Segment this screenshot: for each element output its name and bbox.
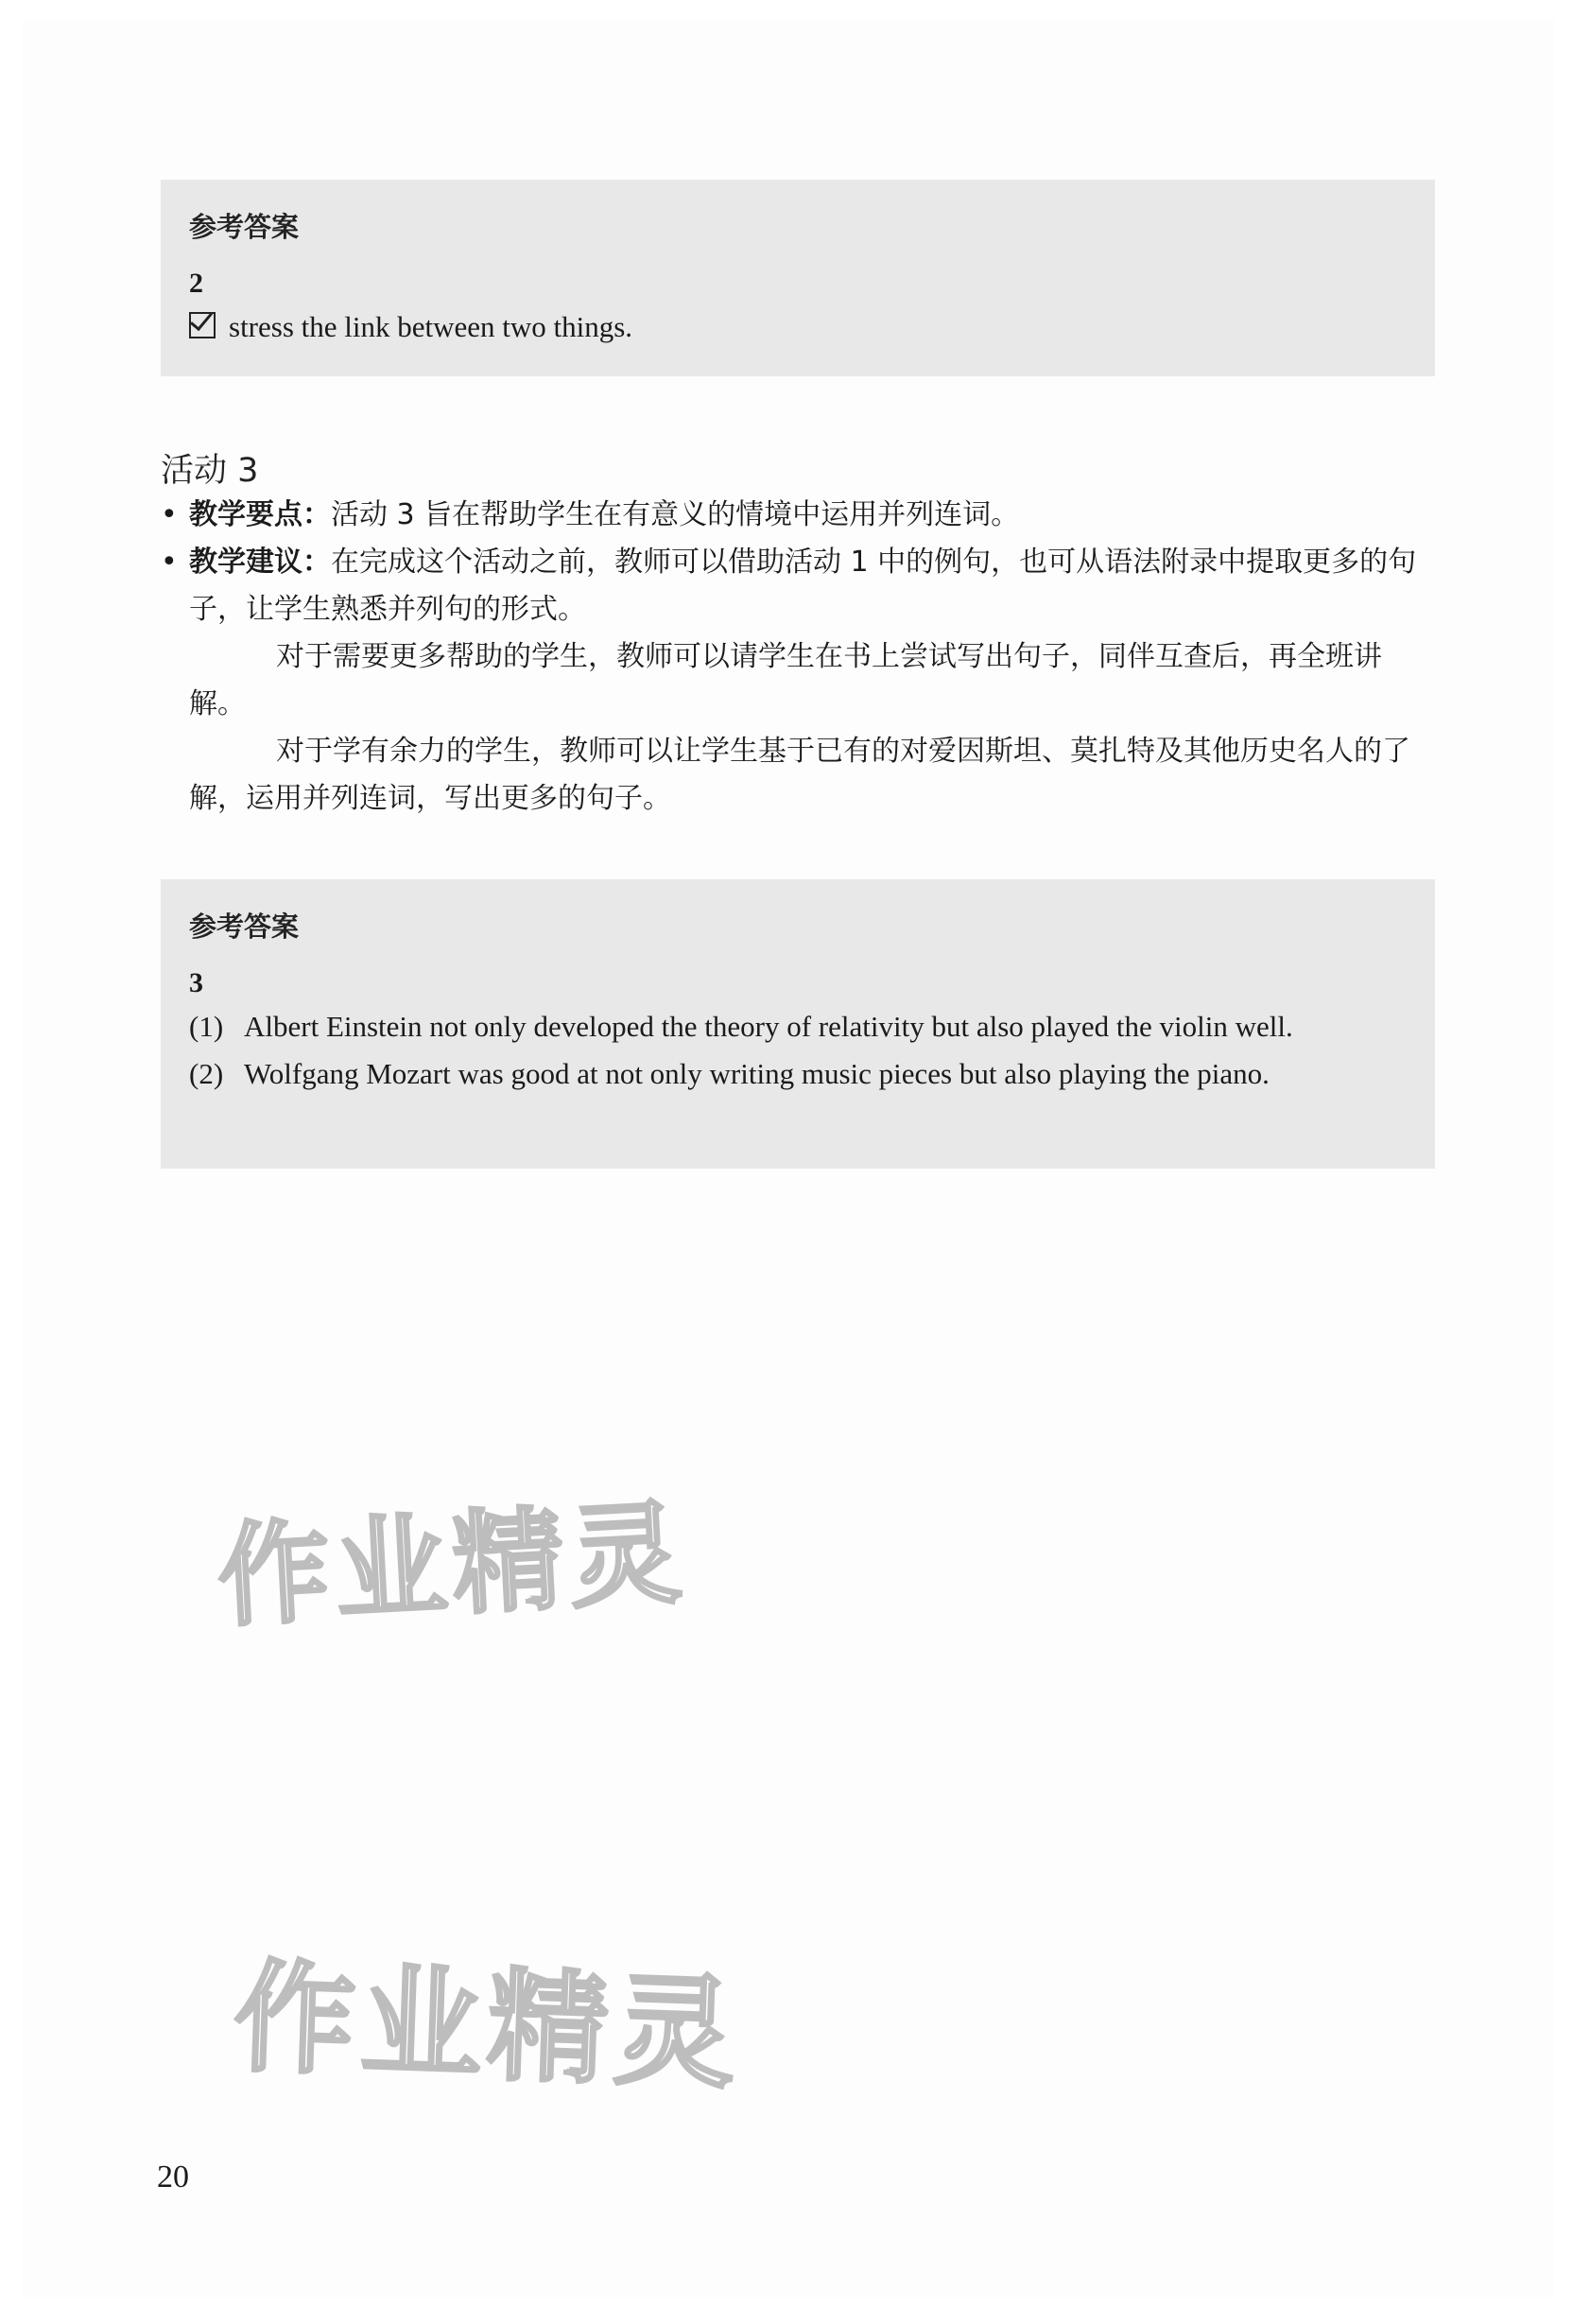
answer-box-title: 参考答案 [189, 211, 300, 243]
answer-box-title: 参考答案 [189, 911, 300, 943]
item-text: Albert Einstein not only developed the theory of relativity but also played the violin well. [244, 1010, 1293, 1043]
page-number: 20 [157, 2159, 189, 2194]
answer-text: stress the link between two things. [229, 310, 633, 343]
activity-3-body [161, 492, 1437, 823]
answer-number: 2 [189, 268, 203, 299]
item-marker: (1) [189, 1010, 224, 1043]
answer-box-activity-2 [161, 180, 1435, 376]
bullet-text: 活动 3 旨在帮助学生在有意义的情境中运用并列连词。 [331, 498, 1020, 531]
paragraph: 对于学有余力的学生，教师可以让学生基于已有的对爱因斯坦、莫扎特及其他历史名人的了解，运用并列连词，写出更多的句子。 [189, 735, 1410, 815]
paragraph: 对于需要更多帮助的学生，教师可以请学生在书上尝试写出句子，同伴互查后，再全班讲解。 [189, 640, 1382, 720]
checked-box-icon [189, 312, 216, 338]
bullet-dot-icon: • [161, 498, 178, 531]
answer-item [189, 1003, 1407, 1050]
item-text: Wolfgang Mozart was good at not only writing music pieces but also playing the piano. [244, 1057, 1270, 1090]
answer-number: 3 [189, 967, 203, 998]
section-title: 活动 3 [161, 452, 259, 490]
bullet-label: 教学要点： [189, 498, 331, 531]
bullet-text: 在完成这个活动之前，教师可以借助活动 1 中的例句，也可从语法附录中提取更多的句子，让学生熟悉并列句的形式。 [189, 546, 1417, 626]
watermark: 作业精灵 [215, 1487, 690, 1642]
answer-item [189, 1050, 1407, 1098]
watermark: 作业精灵 [232, 1947, 744, 2107]
bullet-teaching-suggestion [161, 539, 1437, 633]
answer-line [189, 304, 1407, 351]
bullet-dot-icon: • [161, 546, 178, 579]
bullet-label: 教学建议： [189, 546, 331, 579]
item-marker: (2) [189, 1057, 224, 1090]
bullet-teaching-point [161, 492, 1437, 539]
answer-box-activity-3 [161, 879, 1435, 1169]
